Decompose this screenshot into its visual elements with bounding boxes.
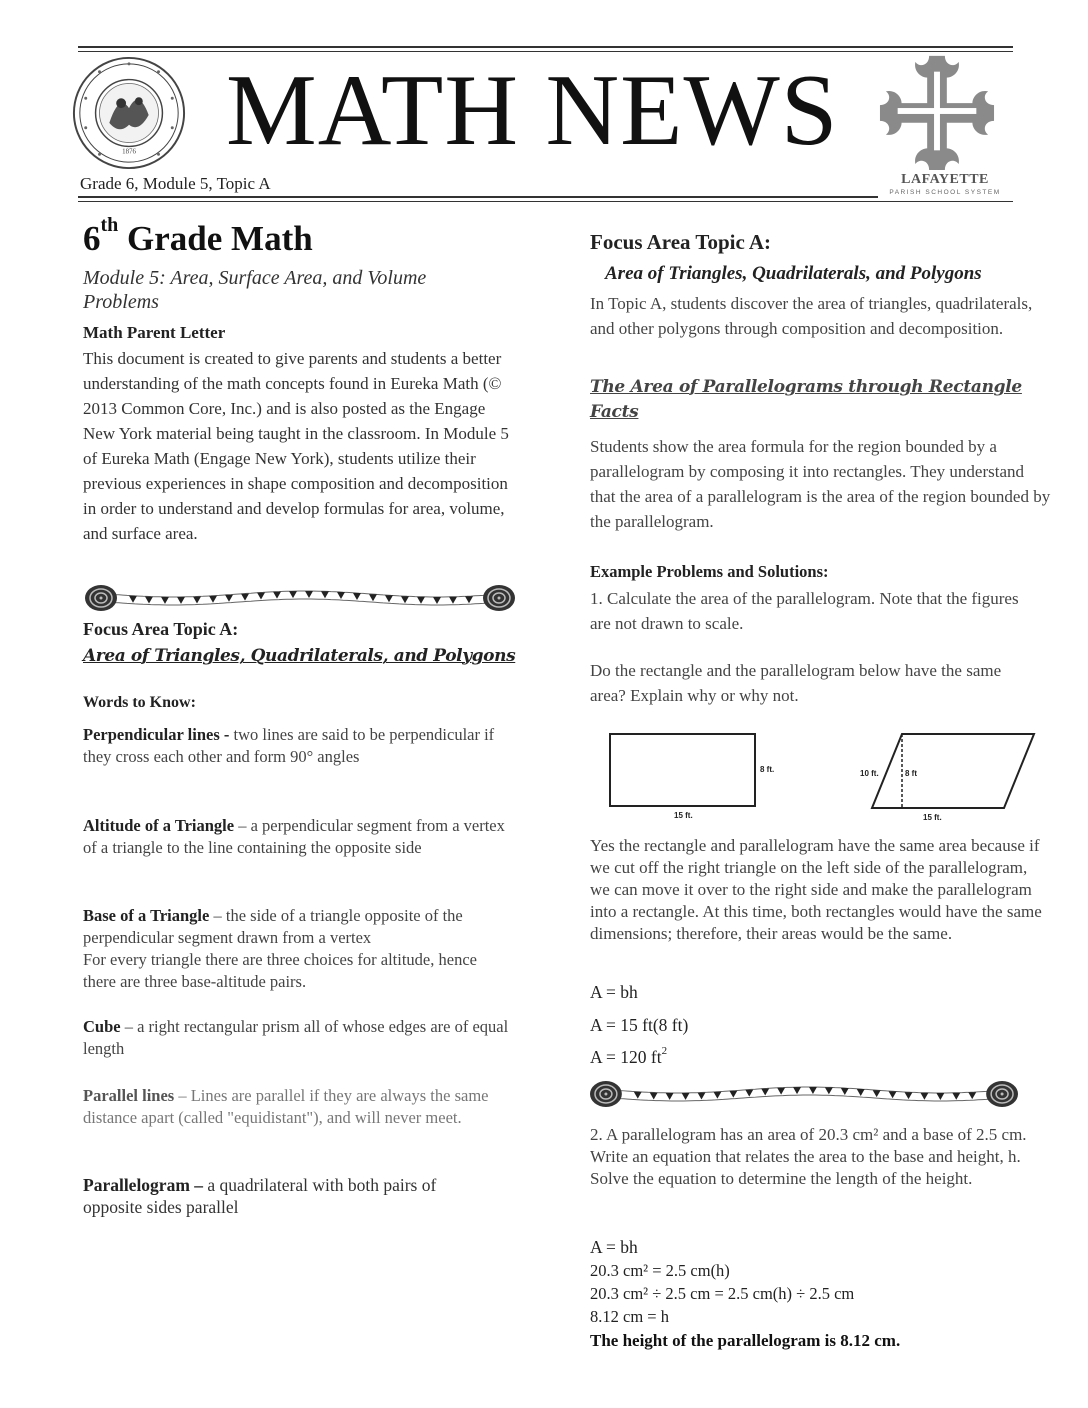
rectangle-shape <box>610 734 755 806</box>
grade-module-topic: Grade 6, Module 5, Topic A <box>80 174 271 193</box>
equation-3: A = 120 $ft^2$ <box>590 1045 668 1067</box>
para-side-label: 10 ft. <box>860 769 879 778</box>
parallelogram-section-heading: The Area of Parallelograms through Rectangle Facts <box>590 377 1022 422</box>
example-1-answer: Yes the rectangle and parallelogram have the same area because if we cut off the right triangle on the left side of the parallelogram, we can move it over to the right side and make the parallelogram into a rectangle. At this time, both rectangles would have the same dimensions; therefore, their areas would be the same. <box>590 836 1042 943</box>
rectangle-parallelogram-figure <box>600 728 1050 828</box>
top-rule-thin <box>78 51 1013 52</box>
work-line: A = bh <box>590 1237 638 1257</box>
parallelogram-shape <box>872 734 1034 808</box>
term-parallel-lines: Parallel lines – Lines are parallel if they are always the same distance apart (called "equidistant"), and will never meet. <box>83 1086 489 1127</box>
school-board-seal-icon <box>70 54 188 172</box>
logo-text: LAFAYETTE <box>901 172 989 187</box>
rect-height-label: 8 ft. <box>760 765 775 774</box>
example-1-question: Do the rectangle and the parallelogram below have the same area? Explain why or why not. <box>590 661 1002 705</box>
focus-area-subheading-left: Area of Triangles, Quadrilaterals, and Polygons <box>83 646 516 666</box>
equation-2: A = 15 ft(8 ft) <box>590 1015 689 1035</box>
focus-area-heading-right: Focus Area Topic A: <box>590 230 772 254</box>
parent-letter-body: This document is created to give parents and students a better understanding of the math concepts found in Eureka Math (© 2013 Common Core, Inc.) and is also posted as the Engage New York material being taught in the classroom. In Module 5 of Eureka Math (Engage New York), students utilize their previous experiences in shape composition and decomposition in order to understand and develop formulas for area, volume, and surface area. <box>83 349 509 543</box>
term-parallelogram: Parallelogram – a quadrilateral with both pairs of opposite sides parallel <box>83 1175 437 1217</box>
decorative-divider <box>590 1078 1018 1110</box>
grade-title: 6th Grade Math <box>83 214 313 258</box>
newsletter-title: MATH NEWS <box>226 54 839 167</box>
top-rule-thick <box>78 46 1013 48</box>
words-to-know-heading: Words to Know: <box>83 694 196 711</box>
topic-intro: In Topic A, students discover the area of triangles, quadrilaterals, and other polygons through composition and decomposition. <box>590 294 1033 338</box>
logo-subtext: PARISH SCHOOL SYSTEM <box>889 189 1001 196</box>
decorative-divider <box>85 582 515 614</box>
para-height-label: 8 ft <box>905 769 917 778</box>
rect-base-label: 15 ft. <box>674 811 693 820</box>
header-bottom-rule-thick <box>78 196 878 198</box>
work-line: 20.3 cm² = 2.5 cm(h) <box>590 1261 730 1280</box>
work-line: 20.3 cm² ÷ 2.5 cm = 2.5 cm(h) ÷ 2.5 cm <box>590 1284 855 1303</box>
parent-letter-heading: Math Parent Letter <box>83 323 226 342</box>
example-2-conclusion: The height of the parallelogram is 8.12 cm. <box>590 1331 901 1350</box>
example-2-work <box>590 1236 1050 1328</box>
parallelogram-section-body: Students show the area formula for the region bounded by a parallelogram by composing it into rectangles. They understand that the area of a parallelogram is the area of the region bounded by the parallelogram. <box>590 437 1051 531</box>
example-1-text: 1. Calculate the area of the parallelogram. Note that the figures are not drawn to scale. <box>590 589 1019 633</box>
work-line: 8.12 cm = h <box>590 1307 669 1326</box>
term-perpendicular-lines: Perpendicular lines - two lines are said to be perpendicular if they cross each other and form 90° angles <box>83 725 495 766</box>
focus-area-heading-left: Focus Area Topic A: <box>83 619 239 639</box>
term-base-of-triangle: Base of a Triangle – the side of a triangle opposite of the perpendicular segment drawn from a vertex For every triangle there are three choices for altitude, hence there are three base-altitude pairs. <box>83 906 477 991</box>
para-base-label: 15 ft. <box>923 813 942 822</box>
term-altitude-of-triangle: Altitude of a Triangle – a perpendicular segment from a vertex of a triangle to the line containing the opposite side <box>83 816 505 857</box>
lafayette-cross-logo-icon <box>878 52 996 170</box>
examples-heading: Example Problems and Solutions: <box>590 562 829 581</box>
svg-text:1876: 1876 <box>122 148 136 156</box>
header-bottom-rule-thin <box>78 201 1013 202</box>
example-2-text: 2. A parallelogram has an area of 20.3 cm² and a base of 2.5 cm. Write an equation that relates the area to the base and height, h. Solve the equation to determine the length of the height. <box>590 1125 1027 1188</box>
equation-1: A = bh <box>590 982 638 1002</box>
focus-area-subheading-right: Area of Triangles, Quadrilaterals, and Polygons <box>605 263 982 284</box>
module-title: Module 5: Area, Surface Area, and Volume Problems <box>83 267 427 313</box>
term-cube: Cube – a right rectangular prism all of whose edges are of equal length <box>83 1017 509 1058</box>
